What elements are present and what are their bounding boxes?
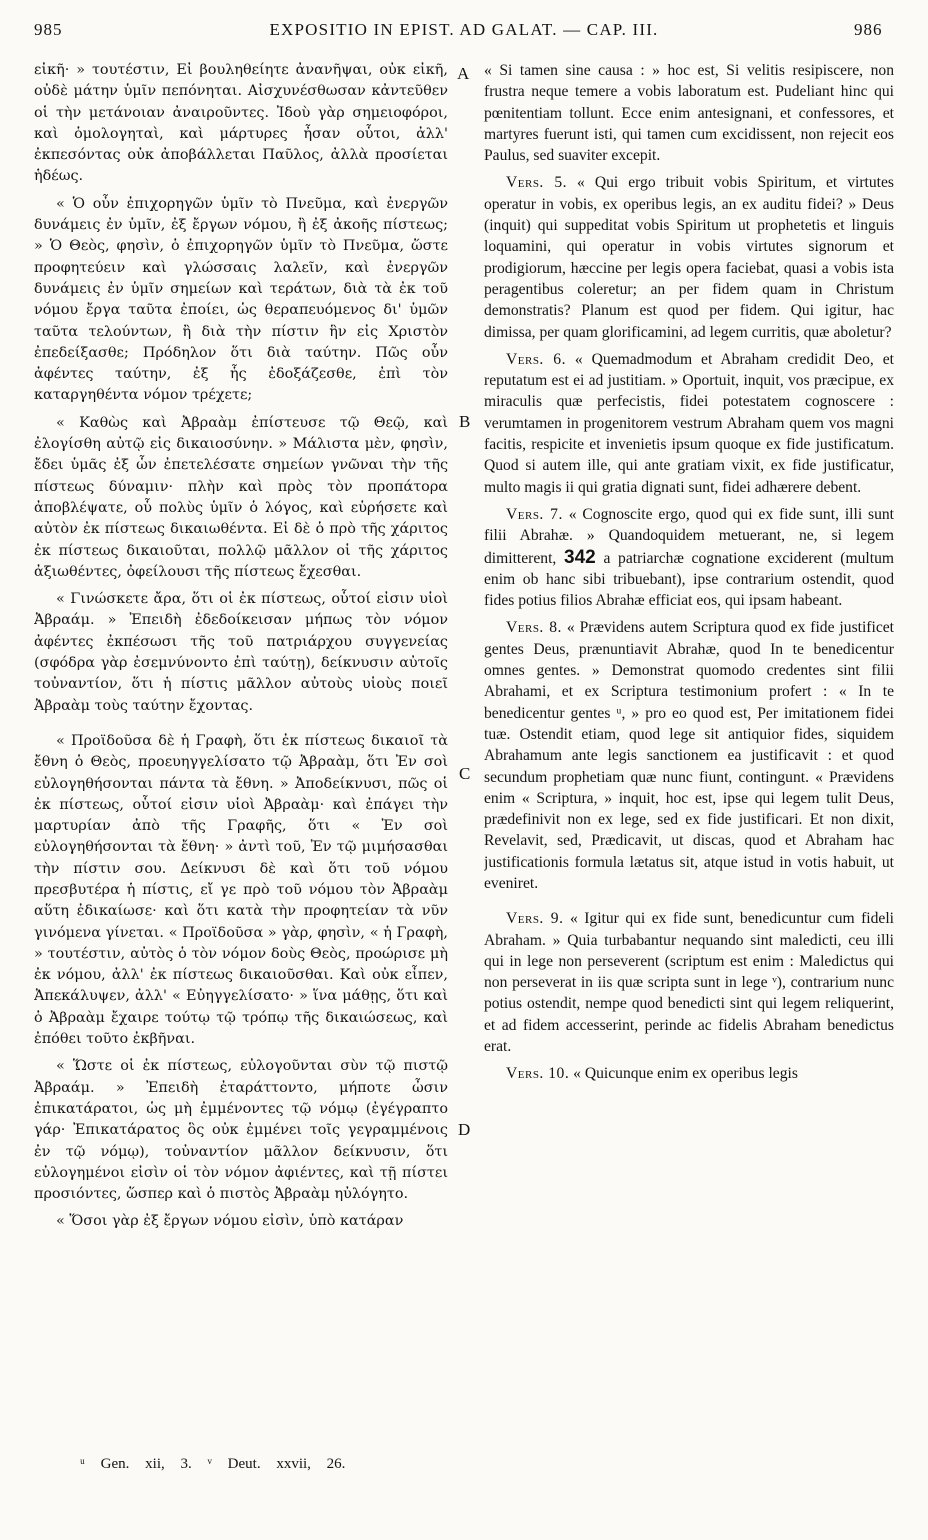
greek-paragraph: « Ὅσοι γὰρ ἐξ ἔργων νόμου εἰσὶν, ὑπὸ κατάραν [56,1213,404,1230]
verse-text: « Qui ergo tribuit vobis Spiritum, et virtutes operatur in vobis, ex operibus legis, an ex auditu fidei? » Deus (inquit) qui suppeditat vobis Spiritum ut prophetetis et linguis loquamini, qui operatur in vobis virtutes signorum et prodigiorum, hæccine per legis opera faciebat, quasi a vobis ista peragentibus coleretur; an per fidem quam in Christum demonstratis? Planum est quod per fidem. Qui igitur, hac dimissa, per quam glorificamini, ad legem curritis, quæ aboletur? [484,174,894,341]
margin-letter-d: D [458,1120,471,1139]
verse-label: Vers. 6. [506,350,566,368]
latin-paragraph [484,908,894,1057]
latin-paragraph [484,172,894,342]
latin-paragraph [484,1063,894,1084]
verse-text: « Prævidens autem Scriptura quod ex fide justificet gentes Deus, prænuntiavit Abrahæ, quod In te benedicentur omnes gentes. » Demonstrat quomodo credentes sint filii Abrahami, et ex Scriptura testimonium profert : « In te benedicentur gentes ᵘ, » pro eo quod est, Per imitationem fidei tuæ. Ostendit etiam, quod lege sit antiquior fides, siquidem Abrahamum ante legis sanctionem ea justificavit : et quod secundum prophetiam quæ nunc fiunt, contingunt. « Prævidens enim « Scriptura, » inquit, hoc est, ipse qui legem tulit Deus, prædefinivit non ex lege, sed ex fide justificari. Et non dixit, Revelavit, sed, Prædicavit, ut discas, quod et Abraham hac justificationis formula lætatus sit, atque istud in votis habuit, ut eveniret. [484,619,894,892]
verse-text: « Igitur qui ex fide sunt, benedicuntur cum fideli Abraham. » Quia turbabantur nequando sint maledicti, ceu illi qui in lege non perseverent (scriptum est enim : Maledictus qui non perseverat in iis quæ scripta sunt in lege ᵛ), contrarium nunc potius ostendit, nempe quod benedicti sint qui legem reliquerint, et ad fidem accesserint, perinde ac fidelis Abraham benedictus erat. [484,910,894,1056]
latin-paragraph: « Si tamen sine causa : » hoc est, Si velitis resipiscere, non frustra neque temere a vobis laboratum est. Pudeliant hinc qui pœnitentiam tollunt. Ecce enim antesignani, et confessores, et martyres fuerunt isti, qui tamen cum excidissent, non rejecit eos Paulus, sed suaviter excepit. [484,62,894,165]
running-title: EXPOSITIO IN EPIST. AD GALAT. — CAP. III. [269,20,659,39]
greek-column [34,60,448,1460]
page-number-left: 985 [34,20,63,39]
margin-letter-c: C [459,764,471,783]
column-number: 342 [564,546,596,568]
margin-letter-a: A [457,64,470,83]
greek-paragraph: « Ὁ οὖν ἐπιχορηγῶν ὑμῖν τὸ Πνεῦμα, καὶ ἐνεργῶν δυνάμεις ἐν ὑμῖν, ἐξ ἔργων νόμου, ἢ ἐξ ἀκοῆς πίστεως; » Ὁ Θεὸς, φησὶν, ὁ ἐπιχορηγῶν ὑμῖν τὸ Πνεῦμα, ὥστε προφητεύειν καὶ γλώσσαις λαλεῖν, καὶ ἐνεργῶν δυνάμεις ἐν ὑμῖν σημείων καὶ τεράτων, διὰ τὰ ἐκ τοῦ νόμου ἔργα ταῦτα ἐποίει, ὡς θεραπευόμενος δι' ὑμῶν ταῦτα τελούντων, ἢ διὰ τὴν πίστιν ἣν εἰς Χριστὸν ἐπεδείξασθε; Πρόδηλον ὅτι διὰ ταύτην. Πῶς οὖν ἀφέντες ταύτην, ἐξ ἧς ἐδοξάζεσθε, ἐπὶ τὸν καταργηθέντα νόμον τρέχετε; [34,195,448,404]
verse-label: Vers. 5. [506,174,568,192]
page-header [0,0,928,52]
margin-letter-b: B [459,412,471,431]
verse-text: « Quemadmodum et Abraham credidit Deo, et reputatum est ei ad justitiam. » Oportuit, inquit, vos præcipue, ex miraculis quæ perfecistis, fidei potestatem cognoscere : verumtamen in progenitorem vestrum Abraham quem vos magni facitis, respicite et invenietis ipsum quoque ex fide justificatum. Quod si autem ille, qui ante gratiam vixit, ex fide justificatur, multo magis ii qui gratia dignati sunt, fidei adhærere debent. [484,350,894,496]
greek-paragraph: « Γινώσκετε ἄρα, ὅτι οἱ ἐκ πίστεως, οὗτοί εἰσιν υἱοὶ Ἀβραάμ. » Ἐπειδὴ ἐδεδοίκεισαν μήπως τὸν νόμον ἀφέντες ἐκπέσωσι τῆς τοῦ πατριάρχου συγγενείας (σφόδρα γὰρ ἐσεμνύνοντο ἐπὶ ταύτῃ), δείκνυσιν αὐτοῖς τοὐναντίον, ὅτι ἡ πίστις μᾶλλον αὐτοὺς υἱοὺς ποιεῖ Ἀβραὰμ τοὺς ταύτην ἔχοντας. [34,591,448,714]
greek-paragraph: « Ὥστε οἱ ἐκ πίστεως, εὐλογοῦνται σὺν τῷ πιστῷ Ἀβραάμ. » Ἐπειδὴ ἐταράττοντο, μήποτε ὦσιν ἐπικατάρατοι, ὡς μὴ ἐμμένοντες τῷ νόμῳ (ἐγέγραπτο γάρ· Ἐπικατάρατος ὃς οὐκ ἐμμένει τοῖς γεγραμμένοις ἐν τῷ νόμῳ), τοὐναντίον μᾶλλον δείκνυσιν, ὅτι εὐλογημένοι εἰσὶν οἱ τὸν νόμον ἀφιέντες, καὶ τῇ πίστει προσιόντες, ὥσπερ καὶ ὁ πιστὸς Ἀβραὰμ ηὐλόγητο. [34,1058,448,1203]
latin-column [484,60,894,1460]
latin-paragraph [484,349,894,498]
latin-paragraph [484,617,894,894]
verse-text: a patriarchæ cognatione exciderent (multum enim ob hanc sibi tribuebant), ipse contrarium ostendit, quod fides potius filios Abrahæ efficiat eos, qui ipsam habeant. [484,549,894,610]
greek-paragraph: εἰκῆ· » τουτέστιν, Εἰ βουληθείητε ἀνανῆψαι, οὐκ εἰκῆ, οὐδὲ μάτην ὑμῖν πεπόνηται. Αἰσχυνέσθωσαν κἀντεῦθεν οἱ τὴν μετάνοιαν ἀναιροῦντες. Ἰδοὺ γὰρ σημειοφόροι, καὶ ὁμολογηταὶ, καὶ μάρτυρες ἦσαν οὗτοι, ἀλλ' ἐκπεσόντας οὐκ ἀποβάλλεται Παῦλος, ἀλλὰ προσίεται ἡδέως. [34,62,448,185]
verse-text: « Cognoscite ergo, quod qui ex fide sunt, illi sunt filii Abrahæ. » Quandoquidem metuerant, ne, si legem dimitterent, [484,505,894,567]
verse-label: Vers. 9. [506,910,564,928]
footnote-v: ᵛ Deut. xxvii, 26. [207,1456,346,1472]
footnote-u: ᵘ Gen. xii, 3. [80,1456,192,1472]
verse-text: « Quicunque enim ex operibus legis [573,1065,798,1083]
verse-label: Vers. 10. [506,1065,570,1083]
greek-paragraph: « Προϊδοῦσα δὲ ἡ Γραφὴ, ὅτι ἐκ πίστεως δικαιοῖ τὰ ἔθνη ὁ Θεὸς, προευηγγελίσατο τῷ Ἀβραὰμ, ὅτι Ἐν σοὶ εὐλογηθήσονται πάντα τὰ ἔθνη. » Ἀποδείκνυσι, πῶς οἱ ἐκ πίστεως, οὗτοί εἰσιν υἱοὶ Ἀβραὰμ· καὶ ἐπάγει τὴν μαρτυρίαν ἀπὸ τῆς Γραφῆς, ὅτι « Ἐν σοὶ εὐλογηθήσονται τὰ ἔθνη· » ἀντὶ τοῦ, Ἐν τῷ μιμήσασθαι τὴν πίστιν σου. Δείκνυσι δὲ καὶ ὅτι τοῦ νόμου πρεσβυτέρα ἡ πίστις, εἴ γε πρὸ τοῦ νόμου τὸν Ἀβραὰμ αὕτη ἐδικαίωσε· καὶ ὅτι κατὰ τὴν προφητείαν τὰ νῦν γινόμενα γίνεται. « Προϊδοῦσα » γὰρ, φησὶν, « ἡ Γραφὴ, » τουτέστιν, αὐτὸς ὁ τὸν νόμον δοὺς Θεὸς, προώρισε μὴ ἐκ νόμου, ἀλλ' ἐκ πίστεως δικαιοῦσθαι. Καὶ οὐκ εἶπεν, Ἀπεκάλυψεν, ἀλλ' « Εὐηγγελίσατο· » ἵνα μάθῃς, ὅτι καὶ ὁ Ἀβραὰμ ἔχαιρε τούτῳ τῷ τρόπῳ τῆς δικαιώσεως, καὶ ἐπόθει τοῦτο ἐκβῆναι. [34,732,448,1048]
page-number-right: 986 [854,20,883,39]
latin-paragraph [484,504,894,611]
footnotes [80,1456,680,1473]
verse-label: Vers. 8. [506,619,562,637]
greek-paragraph: « Καθὼς καὶ Ἀβραὰμ ἐπίστευσε τῷ Θεῷ, καὶ ἐλογίσθη αὐτῷ εἰς δικαιοσύνην. » Μάλιστα μὲν, φησὶν, ἔδει ὑμᾶς ἐξ ὧν ἐπετελέσατε σημείων γνῶναι τὴν τῆς πίστεως δύναμιν· πλὴν καὶ πρὸς τὸν προπάτορα ἀποβλέψατε, οὗ πολὺς ὑμῖν ὁ λόγος, καὶ εὑρήσετε καὶ αὐτὸν ἐκ πίστεως δικαιωθέντα. Εἰ δὲ ὁ πρὸ τῆς χάριτος ἐκ πίστεως δικαιοῦται, πολλῷ μᾶλλον οἱ τῆς χάριτος ἀξιωθέντες, ὀφείλουσι τῆς πίστεως ἔχεσθαι. [34,414,448,580]
verse-label: Vers. 7. [506,505,563,523]
